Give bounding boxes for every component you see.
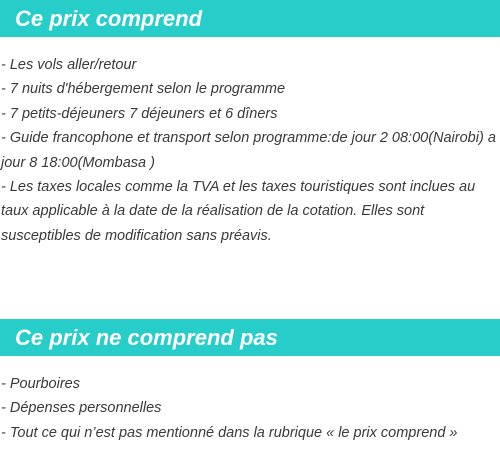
list-item: - 7 nuits d'hébergement selon le programme <box>1 81 286 98</box>
list-item: - Pourboires <box>1 376 80 392</box>
included-section-title: Ce prix comprend <box>0 0 500 37</box>
list-item: - Tout ce qui n’est pas mentionné dans la rubrique « le prix comprend » <box>1 424 458 441</box>
list-item: - Dépenses personnelles <box>1 400 162 417</box>
list-item: - 7 petits-déjeuners 7 déjeuners et 6 dîners <box>1 105 278 122</box>
list-item: - Les taxes locales comme la TVA et les taxes touristiques sont inclues au taux applicable à la date de la réalisation de la cotation. Elles sont susceptibles de modification sans préavis. <box>1 179 476 244</box>
list-item: - Guide francophone et transport selon programme:de jour 2 08:00(Nairobi) a jour 8 18:00(Mombasa ) <box>1 130 496 171</box>
excluded-list <box>1 372 497 445</box>
excluded-section-title: Ce prix ne comprend pas <box>0 319 500 356</box>
included-list <box>1 53 497 248</box>
list-item: - Les vols aller/retour <box>1 57 137 73</box>
